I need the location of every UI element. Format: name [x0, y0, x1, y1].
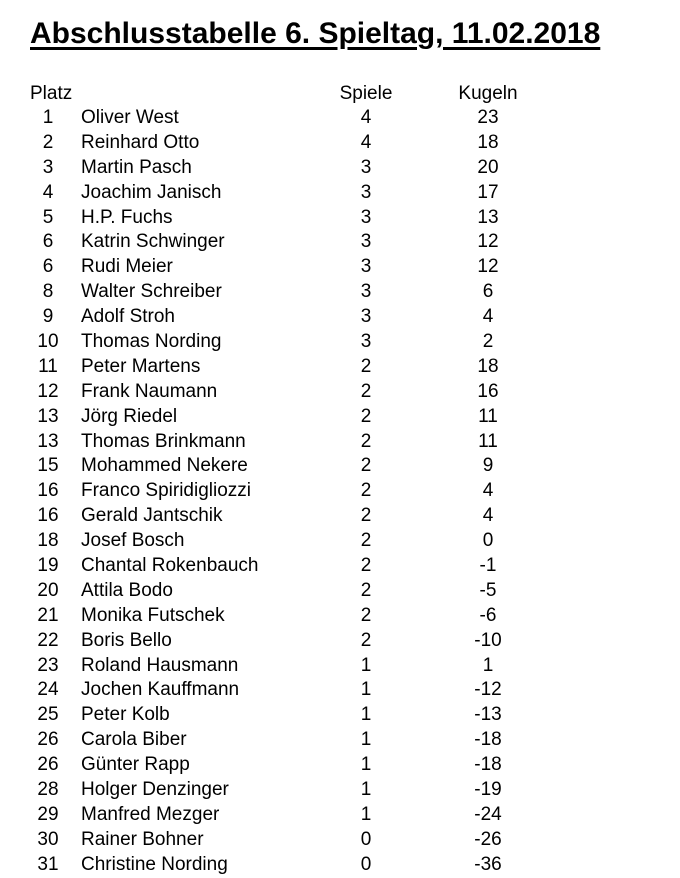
player-name-cell: Boris Bello — [81, 629, 172, 651]
player-name-cell: Rainer Bohner — [81, 828, 204, 850]
player-name-cell: Gerald Jantschik — [81, 505, 223, 527]
table-row — [0, 579, 680, 604]
rank-cell: 26 — [37, 754, 59, 776]
rank-cell: 16 — [37, 505, 59, 527]
player-name-cell: Frank Naumann — [81, 380, 218, 402]
games-cell: 4 — [360, 131, 372, 153]
balls-cell: 1 — [482, 654, 494, 676]
games-cell: 3 — [360, 156, 372, 178]
games-cell: 3 — [360, 281, 372, 303]
player-name-cell: Christine Nording — [81, 853, 228, 875]
table-row — [0, 803, 680, 828]
table-row — [0, 280, 680, 305]
table-row — [0, 206, 680, 231]
table-row — [0, 479, 680, 504]
rank-cell: 1 — [42, 107, 54, 128]
rank-cell: 30 — [37, 828, 59, 850]
table-row — [0, 131, 680, 156]
balls-cell: 13 — [477, 206, 499, 228]
table-row — [0, 454, 680, 479]
player-name-cell: Thomas Brinkmann — [81, 430, 246, 452]
games-cell: 2 — [360, 380, 372, 402]
games-cell: 3 — [360, 306, 372, 328]
table-row — [0, 355, 680, 380]
games-cell: 2 — [360, 505, 372, 527]
player-name-cell: Katrin Schwinger — [81, 231, 225, 253]
rank-cell: 23 — [37, 654, 59, 676]
player-name-cell: Günter Rapp — [81, 754, 190, 776]
rank-cell: 31 — [37, 853, 59, 875]
games-cell: 2 — [360, 455, 372, 477]
games-cell: 1 — [360, 803, 372, 825]
balls-cell: -36 — [474, 853, 502, 875]
table-row — [0, 305, 680, 330]
player-name-cell: Carola Biber — [81, 729, 187, 751]
table-row — [0, 504, 680, 529]
table-row — [0, 405, 680, 430]
player-name-cell: Jochen Kauffmann — [81, 679, 240, 701]
balls-cell: 6 — [482, 281, 494, 303]
games-cell: 2 — [360, 480, 372, 502]
table-row — [0, 529, 680, 554]
rank-cell: 20 — [37, 579, 59, 601]
games-cell: 1 — [360, 679, 372, 701]
table-row — [0, 604, 680, 629]
games-cell: 3 — [360, 181, 372, 203]
balls-cell: 12 — [477, 231, 499, 253]
page-title: Abschlusstabelle 6. Spieltag, 11.02.2018 — [30, 17, 601, 50]
table-row — [0, 828, 680, 853]
table-row — [0, 554, 680, 579]
rank-cell: 10 — [37, 331, 59, 353]
games-cell: 2 — [360, 629, 372, 651]
table-row — [0, 703, 680, 728]
balls-cell: -6 — [479, 604, 497, 626]
balls-cell: 11 — [478, 405, 498, 427]
balls-cell: -24 — [474, 803, 502, 825]
balls-cell: 11 — [478, 430, 498, 452]
games-cell: 0 — [360, 828, 372, 850]
table-row — [0, 181, 680, 206]
games-cell: 4 — [360, 107, 372, 128]
rank-cell: 13 — [37, 405, 59, 427]
rank-cell: 6 — [42, 256, 54, 278]
games-cell: 2 — [360, 555, 372, 577]
player-name-cell: Walter Schreiber — [81, 281, 222, 303]
player-name-cell: Chantal Rokenbauch — [81, 555, 259, 577]
balls-cell: 18 — [477, 355, 499, 377]
player-name-cell: Attila Bodo — [81, 579, 173, 601]
rank-cell: 16 — [37, 480, 59, 502]
player-name-cell: Adolf Stroh — [81, 306, 175, 328]
rank-cell: 11 — [38, 355, 58, 377]
games-cell: 3 — [360, 256, 372, 278]
balls-cell: -1 — [479, 555, 497, 577]
rank-cell: 29 — [37, 803, 59, 825]
player-name-cell: Peter Martens — [81, 355, 201, 377]
games-cell: 2 — [360, 355, 372, 377]
player-name-cell: Peter Kolb — [81, 704, 170, 726]
games-cell: 2 — [360, 530, 372, 552]
balls-cell: 0 — [482, 530, 494, 552]
player-name-cell: Joachim Janisch — [81, 181, 222, 203]
player-name-cell: H.P. Fuchs — [81, 206, 173, 228]
games-cell: 3 — [360, 331, 372, 353]
table-row — [0, 654, 680, 679]
player-name-cell: Mohammed Nekere — [81, 455, 248, 477]
games-cell: 1 — [360, 779, 372, 801]
balls-cell: -5 — [479, 579, 497, 601]
rank-cell: 12 — [37, 380, 59, 402]
standings-table — [0, 106, 680, 878]
rank-cell: 15 — [37, 455, 59, 477]
balls-cell: -18 — [474, 754, 502, 776]
rank-cell: 4 — [42, 181, 54, 203]
column-header-rank: Platz — [30, 83, 73, 104]
rank-cell: 5 — [42, 206, 54, 228]
rank-cell: 6 — [42, 231, 54, 253]
rank-cell: 25 — [37, 704, 59, 726]
table-row — [0, 778, 680, 803]
table-row — [0, 853, 680, 878]
games-cell: 1 — [360, 729, 372, 751]
balls-cell: -12 — [474, 679, 502, 701]
balls-cell: 18 — [477, 131, 499, 153]
games-cell: 1 — [360, 704, 372, 726]
table-row — [0, 629, 680, 654]
balls-cell: 12 — [477, 256, 499, 278]
table-row — [0, 753, 680, 778]
games-cell: 1 — [360, 654, 372, 676]
games-cell: 0 — [360, 853, 372, 875]
table-row — [0, 380, 680, 405]
balls-cell: -26 — [474, 828, 502, 850]
table-row — [0, 430, 680, 455]
table-row — [0, 106, 680, 131]
player-name-cell: Thomas Nording — [81, 331, 222, 353]
table-row — [0, 728, 680, 753]
games-cell: 2 — [360, 430, 372, 452]
balls-cell: 23 — [477, 107, 499, 128]
games-cell: 1 — [360, 754, 372, 776]
player-name-cell: Josef Bosch — [81, 530, 185, 552]
player-name-cell: Oliver West — [81, 107, 179, 128]
balls-cell: 4 — [482, 505, 494, 527]
rank-cell: 24 — [37, 679, 59, 701]
balls-cell: 4 — [482, 480, 494, 502]
rank-cell: 18 — [37, 530, 59, 552]
balls-cell: 9 — [482, 455, 494, 477]
table-row — [0, 330, 680, 355]
player-name-cell: Manfred Mezger — [81, 803, 220, 825]
games-cell: 3 — [360, 231, 372, 253]
balls-cell: 2 — [482, 331, 494, 353]
games-cell: 3 — [360, 206, 372, 228]
balls-cell: 17 — [477, 181, 499, 203]
player-name-cell: Holger Denzinger — [81, 779, 229, 801]
rank-cell: 13 — [37, 430, 59, 452]
rank-cell: 21 — [37, 604, 59, 626]
column-header-balls: Kugeln — [458, 83, 518, 104]
rank-cell: 2 — [42, 131, 54, 153]
rank-cell: 19 — [37, 555, 59, 577]
balls-cell: -19 — [474, 779, 502, 801]
games-cell: 2 — [360, 604, 372, 626]
rank-cell: 28 — [37, 779, 59, 801]
player-name-cell: Reinhard Otto — [81, 131, 200, 153]
player-name-cell: Jörg Riedel — [81, 405, 178, 427]
rank-cell: 9 — [42, 306, 54, 328]
player-name-cell: Martin Pasch — [81, 156, 192, 178]
balls-cell: 20 — [477, 156, 499, 178]
balls-cell: 16 — [477, 380, 499, 402]
table-header — [0, 82, 680, 106]
balls-cell: -18 — [474, 729, 502, 751]
balls-cell: -13 — [474, 704, 502, 726]
rank-cell: 22 — [37, 629, 59, 651]
player-name-cell: Franco Spiridigliozzi — [81, 480, 252, 502]
player-name-cell: Monika Futschek — [81, 604, 225, 626]
games-cell: 2 — [360, 405, 372, 427]
balls-cell: 4 — [482, 306, 494, 328]
rank-cell: 8 — [42, 281, 54, 303]
rank-cell: 26 — [37, 729, 59, 751]
player-name-cell: Roland Hausmann — [81, 654, 239, 676]
table-row — [0, 230, 680, 255]
rank-cell: 3 — [42, 156, 54, 178]
table-row — [0, 678, 680, 703]
games-cell: 2 — [360, 579, 372, 601]
table-row — [0, 255, 680, 280]
table-row — [0, 156, 680, 181]
balls-cell: -10 — [474, 629, 502, 651]
player-name-cell: Rudi Meier — [81, 256, 173, 278]
column-header-games: Spiele — [339, 83, 393, 104]
